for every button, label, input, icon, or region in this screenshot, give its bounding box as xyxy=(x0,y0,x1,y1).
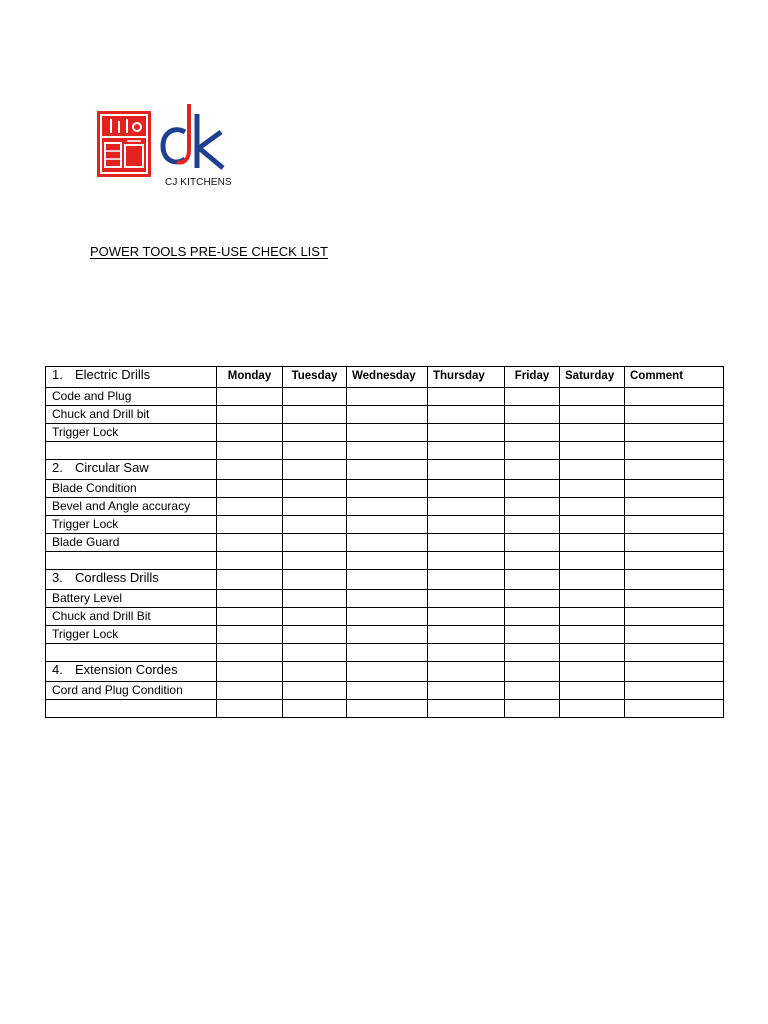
check-cell-monday[interactable] xyxy=(217,480,283,498)
check-cell-comment[interactable] xyxy=(625,424,724,442)
check-cell-wednesday[interactable] xyxy=(347,644,428,662)
check-cell-tuesday[interactable] xyxy=(283,682,347,700)
column-header-saturday: Saturday xyxy=(560,367,625,388)
check-cell-wednesday[interactable] xyxy=(347,424,428,442)
check-cell-comment[interactable] xyxy=(625,442,724,460)
empty-cell[interactable] xyxy=(46,700,217,718)
section-name: Cordless Drills xyxy=(75,570,159,585)
checklist-item-row xyxy=(46,682,724,700)
check-cell-tuesday[interactable] xyxy=(283,424,347,442)
check-cell-comment[interactable] xyxy=(625,388,724,406)
check-cell-friday[interactable] xyxy=(505,682,560,700)
check-cell-saturday[interactable] xyxy=(560,406,625,424)
check-cell-comment[interactable] xyxy=(625,480,724,498)
check-cell-comment[interactable] xyxy=(625,516,724,534)
check-cell-friday[interactable] xyxy=(505,424,560,442)
check-cell-tuesday[interactable] xyxy=(283,644,347,662)
check-cell-monday[interactable] xyxy=(217,552,283,570)
check-cell-monday[interactable] xyxy=(217,460,283,480)
checklist-item-row xyxy=(46,424,724,442)
section-name: Extension Cordes xyxy=(75,662,178,677)
check-cell-friday[interactable] xyxy=(505,498,560,516)
check-cell-friday[interactable] xyxy=(505,442,560,460)
check-cell-wednesday[interactable] xyxy=(347,608,428,626)
check-cell-saturday[interactable] xyxy=(560,700,625,718)
check-cell-comment[interactable] xyxy=(625,534,724,552)
checklist-item-row xyxy=(46,498,724,516)
check-cell-tuesday[interactable] xyxy=(283,534,347,552)
check-cell-wednesday[interactable] xyxy=(347,498,428,516)
check-cell-comment[interactable] xyxy=(625,498,724,516)
check-cell-thursday[interactable] xyxy=(428,662,505,682)
check-cell-wednesday[interactable] xyxy=(347,662,428,682)
check-cell-comment[interactable] xyxy=(625,626,724,644)
check-cell-monday[interactable] xyxy=(217,406,283,424)
checklist-item-row xyxy=(46,626,724,644)
check-cell-thursday[interactable] xyxy=(428,682,505,700)
check-cell-thursday[interactable] xyxy=(428,608,505,626)
check-cell-monday[interactable] xyxy=(217,608,283,626)
section-name: Circular Saw xyxy=(75,460,149,475)
check-cell-comment[interactable] xyxy=(625,644,724,662)
check-cell-saturday[interactable] xyxy=(560,498,625,516)
check-cell-monday[interactable] xyxy=(217,590,283,608)
check-cell-saturday[interactable] xyxy=(560,516,625,534)
check-cell-wednesday[interactable] xyxy=(347,570,428,590)
check-cell-tuesday[interactable] xyxy=(283,552,347,570)
column-header-thursday: Thursday xyxy=(428,367,505,388)
check-cell-thursday[interactable] xyxy=(428,552,505,570)
check-cell-thursday[interactable] xyxy=(428,406,505,424)
checklist-item-label: Bevel and Angle accuracy xyxy=(46,498,217,516)
check-cell-saturday[interactable] xyxy=(560,626,625,644)
check-cell-monday[interactable] xyxy=(217,700,283,718)
check-cell-tuesday[interactable] xyxy=(283,498,347,516)
check-cell-friday[interactable] xyxy=(505,534,560,552)
check-cell-friday[interactable] xyxy=(505,590,560,608)
check-cell-wednesday[interactable] xyxy=(347,534,428,552)
section-header-row xyxy=(46,367,724,388)
check-cell-thursday[interactable] xyxy=(428,590,505,608)
check-cell-comment[interactable] xyxy=(625,590,724,608)
section-number: 3. xyxy=(52,570,63,585)
checklist-item-label: Blade Guard xyxy=(46,534,217,552)
check-cell-wednesday[interactable] xyxy=(347,682,428,700)
check-cell-thursday[interactable] xyxy=(428,424,505,442)
check-cell-monday[interactable] xyxy=(217,534,283,552)
check-cell-tuesday[interactable] xyxy=(283,388,347,406)
document-title: POWER TOOLS PRE-USE CHECK LIST xyxy=(90,244,328,259)
check-cell-tuesday[interactable] xyxy=(283,480,347,498)
check-cell-saturday[interactable] xyxy=(560,682,625,700)
empty-cell[interactable] xyxy=(46,644,217,662)
check-cell-comment[interactable] xyxy=(625,552,724,570)
check-cell-friday[interactable] xyxy=(505,570,560,590)
section-name: Electric Drills xyxy=(75,367,151,382)
checklist-item-row xyxy=(46,480,724,498)
check-cell-friday[interactable] xyxy=(505,406,560,424)
checklist-item-label: Chuck and Drill bit xyxy=(46,406,217,424)
column-header-wednesday: Wednesday xyxy=(347,367,428,388)
check-cell-friday[interactable] xyxy=(505,480,560,498)
check-cell-monday[interactable] xyxy=(217,626,283,644)
check-cell-tuesday[interactable] xyxy=(283,700,347,718)
check-cell-thursday[interactable] xyxy=(428,442,505,460)
check-cell-tuesday[interactable] xyxy=(283,460,347,480)
check-cell-thursday[interactable] xyxy=(428,498,505,516)
check-cell-wednesday[interactable] xyxy=(347,700,428,718)
check-cell-saturday[interactable] xyxy=(560,608,625,626)
check-cell-wednesday[interactable] xyxy=(347,460,428,480)
check-cell-tuesday[interactable] xyxy=(283,442,347,460)
checklist-item-row xyxy=(46,608,724,626)
check-cell-comment[interactable] xyxy=(625,662,724,682)
check-cell-saturday[interactable] xyxy=(560,570,625,590)
section-title xyxy=(46,460,217,480)
kitchen-cabinet-icon xyxy=(97,111,151,177)
check-cell-thursday[interactable] xyxy=(428,460,505,480)
checklist-item-row xyxy=(46,388,724,406)
check-cell-friday[interactable] xyxy=(505,626,560,644)
checklist-item-row xyxy=(46,590,724,608)
check-cell-comment[interactable] xyxy=(625,700,724,718)
section-title xyxy=(46,367,217,388)
check-cell-comment[interactable] xyxy=(625,406,724,424)
check-cell-wednesday[interactable] xyxy=(347,552,428,570)
column-header-friday: Friday xyxy=(505,367,560,388)
check-cell-comment[interactable] xyxy=(625,570,724,590)
checklist-item-row xyxy=(46,406,724,424)
check-cell-tuesday[interactable] xyxy=(283,570,347,590)
check-cell-saturday[interactable] xyxy=(560,442,625,460)
company-name: CJ KITCHENS xyxy=(165,177,232,188)
check-cell-monday[interactable] xyxy=(217,570,283,590)
check-cell-thursday[interactable] xyxy=(428,700,505,718)
check-cell-thursday[interactable] xyxy=(428,516,505,534)
check-cell-friday[interactable] xyxy=(505,552,560,570)
checklist-item-label: Trigger Lock xyxy=(46,626,217,644)
checklist-item-label: Blade Condition xyxy=(46,480,217,498)
check-cell-friday[interactable] xyxy=(505,608,560,626)
check-cell-tuesday[interactable] xyxy=(283,516,347,534)
check-cell-monday[interactable] xyxy=(217,644,283,662)
check-cell-wednesday[interactable] xyxy=(347,626,428,644)
check-cell-monday[interactable] xyxy=(217,424,283,442)
check-cell-saturday[interactable] xyxy=(560,644,625,662)
section-header-row xyxy=(46,570,724,590)
check-cell-friday[interactable] xyxy=(505,388,560,406)
empty-cell[interactable] xyxy=(46,442,217,460)
check-cell-monday[interactable] xyxy=(217,388,283,406)
check-cell-thursday[interactable] xyxy=(428,480,505,498)
empty-row xyxy=(46,552,724,570)
check-cell-tuesday[interactable] xyxy=(283,662,347,682)
check-cell-thursday[interactable] xyxy=(428,388,505,406)
check-cell-wednesday[interactable] xyxy=(347,480,428,498)
section-number: 1. xyxy=(52,367,63,382)
checklist-item-label: Trigger Lock xyxy=(46,516,217,534)
company-logo xyxy=(97,102,237,192)
check-cell-monday[interactable] xyxy=(217,498,283,516)
check-cell-monday[interactable] xyxy=(217,442,283,460)
check-cell-wednesday[interactable] xyxy=(347,388,428,406)
column-header-comment: Comment xyxy=(625,367,724,388)
check-cell-comment[interactable] xyxy=(625,682,724,700)
check-cell-wednesday[interactable] xyxy=(347,406,428,424)
check-cell-monday[interactable] xyxy=(217,682,283,700)
check-cell-wednesday[interactable] xyxy=(347,516,428,534)
check-cell-comment[interactable] xyxy=(625,460,724,480)
section-title xyxy=(46,662,217,682)
check-cell-saturday[interactable] xyxy=(560,662,625,682)
section-number: 2. xyxy=(52,460,63,475)
empty-row xyxy=(46,700,724,718)
checklist-item-label: Chuck and Drill Bit xyxy=(46,608,217,626)
section-number: 4. xyxy=(52,662,63,677)
check-cell-thursday[interactable] xyxy=(428,626,505,644)
checklist-item-label: Battery Level xyxy=(46,590,217,608)
checklist-item-row xyxy=(46,516,724,534)
checklist-item-label: Cord and Plug Condition xyxy=(46,682,217,700)
section-title xyxy=(46,570,217,590)
check-cell-friday[interactable] xyxy=(505,460,560,480)
column-header-tuesday: Tuesday xyxy=(283,367,347,388)
check-cell-saturday[interactable] xyxy=(560,552,625,570)
check-cell-tuesday[interactable] xyxy=(283,626,347,644)
check-cell-monday[interactable] xyxy=(217,662,283,682)
check-cell-wednesday[interactable] xyxy=(347,442,428,460)
check-cell-tuesday[interactable] xyxy=(283,590,347,608)
section-header-row xyxy=(46,460,724,480)
check-cell-comment[interactable] xyxy=(625,608,724,626)
check-cell-monday[interactable] xyxy=(217,516,283,534)
section-header-row xyxy=(46,662,724,682)
checklist-table xyxy=(45,366,724,718)
empty-row xyxy=(46,442,724,460)
check-cell-tuesday[interactable] xyxy=(283,406,347,424)
check-cell-saturday[interactable] xyxy=(560,388,625,406)
checklist-item-label: Trigger Lock xyxy=(46,424,217,442)
empty-row xyxy=(46,644,724,662)
check-cell-friday[interactable] xyxy=(505,700,560,718)
check-cell-saturday[interactable] xyxy=(560,534,625,552)
check-cell-saturday[interactable] xyxy=(560,590,625,608)
check-cell-friday[interactable] xyxy=(505,644,560,662)
check-cell-wednesday[interactable] xyxy=(347,590,428,608)
check-cell-thursday[interactable] xyxy=(428,570,505,590)
check-cell-friday[interactable] xyxy=(505,662,560,682)
cjk-monogram-icon xyxy=(159,102,227,172)
empty-cell[interactable] xyxy=(46,552,217,570)
check-cell-saturday[interactable] xyxy=(560,460,625,480)
check-cell-saturday[interactable] xyxy=(560,480,625,498)
column-header-monday: Monday xyxy=(217,367,283,388)
checklist-item-row xyxy=(46,534,724,552)
check-cell-thursday[interactable] xyxy=(428,644,505,662)
check-cell-friday[interactable] xyxy=(505,516,560,534)
check-cell-thursday[interactable] xyxy=(428,534,505,552)
check-cell-saturday[interactable] xyxy=(560,424,625,442)
check-cell-tuesday[interactable] xyxy=(283,608,347,626)
checklist-item-label: Code and Plug xyxy=(46,388,217,406)
